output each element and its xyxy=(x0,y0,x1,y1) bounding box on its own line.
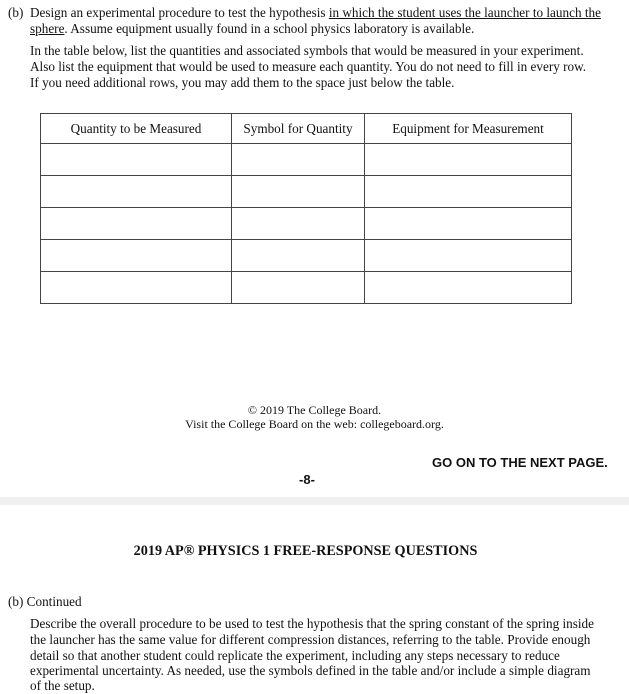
procedure-line2: the launcher has the same value for different compression distances, referring to the table. Provide enough xyxy=(30,632,591,647)
table-row xyxy=(41,176,572,208)
cell-quantity[interactable] xyxy=(41,208,232,240)
table-row xyxy=(41,272,572,304)
part-b-prompt-line2: sphere. Assume equipment usually found in a school physics laboratory is available. xyxy=(30,21,475,36)
measurement-table xyxy=(40,113,572,304)
table-header-row xyxy=(41,114,572,144)
header-equipment: Equipment for Measurement xyxy=(365,114,572,144)
table-row xyxy=(41,208,572,240)
part-b-label: (b) xyxy=(8,5,24,20)
cell-quantity[interactable] xyxy=(41,272,232,304)
copyright-text: © 2019 The College Board. xyxy=(247,403,382,417)
cell-symbol[interactable] xyxy=(232,176,365,208)
part-b-continued: (b) Continued xyxy=(8,594,82,609)
cell-equipment[interactable] xyxy=(365,144,572,176)
visit-text: Visit the College Board on the web: collegeboard.org. xyxy=(185,417,444,431)
cell-symbol[interactable] xyxy=(232,272,365,304)
cell-symbol[interactable] xyxy=(232,208,365,240)
instruction-line2: Also list the equipment that would be used to measure each quantity. You do not need to fill in every row. xyxy=(30,59,587,74)
header-quantity: Quantity to be Measured xyxy=(41,114,232,144)
page-title: 2019 AP® PHYSICS 1 FREE-RESPONSE QUESTIONS xyxy=(133,543,478,559)
cell-equipment[interactable] xyxy=(365,272,572,304)
cell-quantity[interactable] xyxy=(41,176,232,208)
cell-symbol[interactable] xyxy=(232,240,365,272)
procedure-line3: detail so that another student could replicate the experiment, including any steps necessary to reduce xyxy=(30,648,560,663)
table-row xyxy=(41,144,572,176)
page-number: -8- xyxy=(299,472,315,487)
procedure-line1: Describe the overall procedure to be used to test the hypothesis that the spring constant of the spring inside xyxy=(30,616,594,631)
page-divider xyxy=(0,497,629,505)
cell-quantity[interactable] xyxy=(41,240,232,272)
header-symbol: Symbol for Quantity xyxy=(232,114,365,144)
go-on-text: GO ON TO THE NEXT PAGE. xyxy=(432,455,608,470)
cell-symbol[interactable] xyxy=(232,144,365,176)
cell-quantity[interactable] xyxy=(41,144,232,176)
cell-equipment[interactable] xyxy=(365,240,572,272)
procedure-line5: of the setup. xyxy=(30,678,95,693)
part-b-prompt-line1: Design an experimental procedure to test the hypothesis in which the student uses the launcher to launch the xyxy=(30,5,601,20)
cell-equipment[interactable] xyxy=(365,208,572,240)
instruction-line3: If you need additional rows, you may add them to the space just below the table. xyxy=(30,75,455,90)
cell-equipment[interactable] xyxy=(365,176,572,208)
table-row xyxy=(41,240,572,272)
instruction-line1: In the table below, list the quantities and associated symbols that would be measured in your experiment. xyxy=(30,43,584,58)
procedure-line4: experimental uncertainty. As needed, use the symbols defined in the table and/or include a simple diagram xyxy=(30,663,591,678)
